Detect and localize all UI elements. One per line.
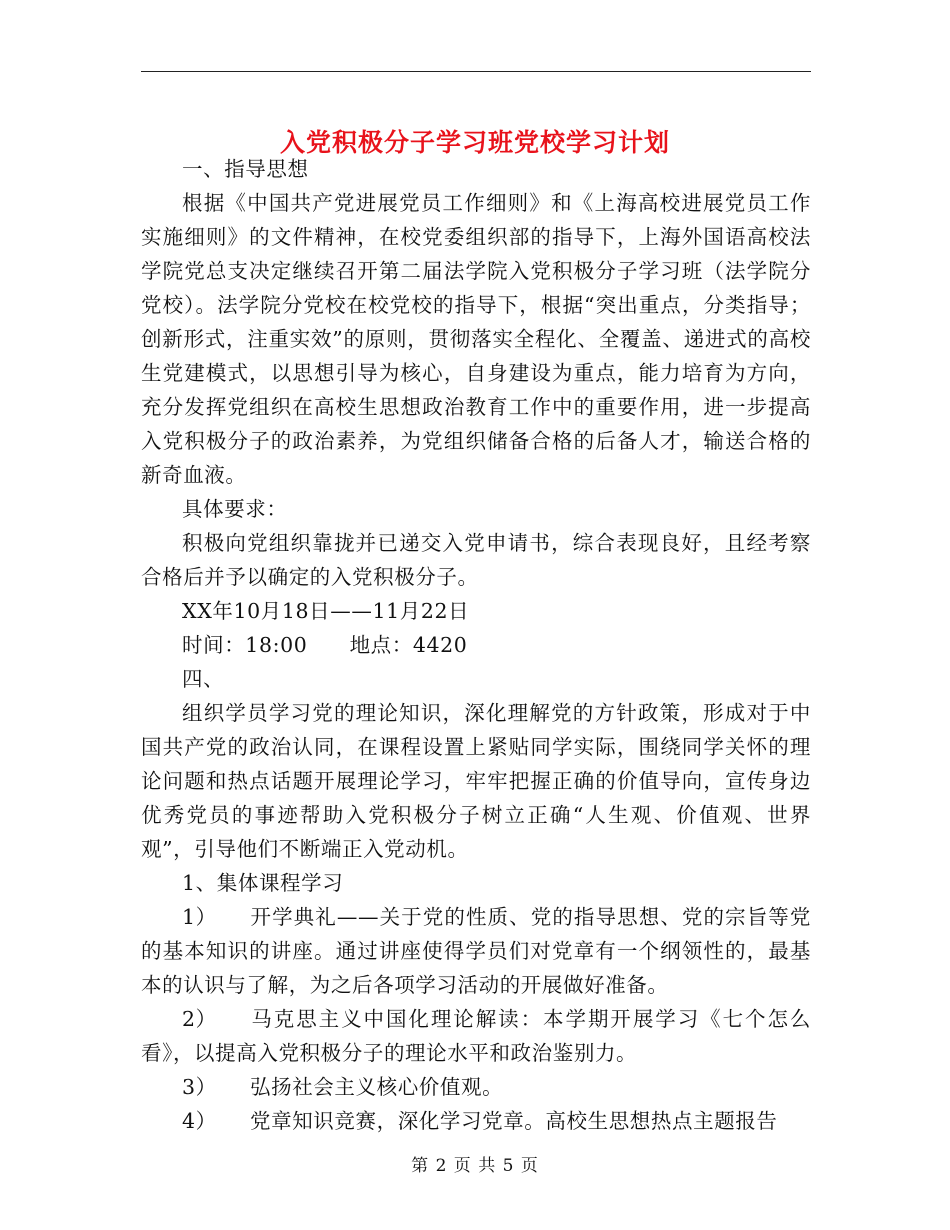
time-location: 时间：18:00 地点：4420 [182,633,468,657]
page-footer: 第 2 页 共 5 页 [411,1156,539,1176]
header-rule [141,71,811,72]
date-range: XX年10月18日——11月22日 [182,599,470,623]
list-item-number: 3） [182,1075,217,1099]
body-paragraph-requirements: 积极向党组织靠拢并已递交入党申请书，综合表现良好，且经考察合格后并予以确定的入党积极分子。 [141,531,811,589]
list-item-number: 2） [182,1007,217,1031]
document-body [141,152,811,1138]
list-item-text: 开学典礼——关于党的性质、党的指导思想、党的宗旨等党的基本知识的讲座。通过讲座使得学员们对党章有一个纲领性的，最基本的认识与了解，为之后各项学习活动的开展做好准备。 [141,905,811,997]
list-item [141,1070,811,1104]
list-item [141,1002,811,1070]
list-item-number: 4） [182,1109,217,1133]
list-item-text: 马克思主义中国化理论解读：本学期开展学习《七个怎么看》，以提高入党积极分子的理论水平和政治鉴别力。 [141,1007,811,1065]
body-paragraph-basis: 根据《中国共产党进展党员工作细则》和《上海高校进展党员工作实施细则》的文件精神，在校党委组织部的指导下，上海外国语高校法学院党总支决定继续召开第二届法学院入党积极分子学习班（法学院分党校）。法学院分党校在校党校的指导下，根据“突出重点，分类指导；创新形式，注重实效”的原则，贯彻落实全程化、全覆盖、递进式的高校生党建模式，以思想引导为核心，自身建设为重点，能力培育为方向，充分发挥党组织在高校生思想政治教育工作中的重要作用，进一步提高入党积极分子的政治素养，为党组织储备合格的后备人才，输送合格的新奇血液。 [141,191,811,487]
list-item-number: 1） [182,905,217,929]
section-heading-four: 四、 [182,667,225,691]
section-heading-guiding-thought: 一、指导思想 [182,157,309,181]
list-item [141,1104,811,1138]
list-item-text: 弘扬社会主义核心价值观。 [250,1075,504,1099]
list-item [141,900,811,1002]
subsection-heading-courses: 1、集体课程学习 [182,871,344,895]
section-heading-requirements: 具体要求： [182,497,288,521]
body-paragraph-content: 组织学员学习党的理论知识，深化理解党的方针政策，形成对于中国共产党的政治认同，在课程设置上紧贴同学实际，围绕同学关怀的理论问题和热点话题开展理论学习，牢牢把握正确的价值导向，宣传身边优秀党员的事迹帮助入党积极分子树立正确“人生观、价值观、世界观”，引导他们不断端正入党动机。 [141,701,811,861]
document-title: 入党积极分子学习班党校学习计划 [279,127,670,157]
list-item-text: 党章知识竞赛，深化学习党章。高校生思想热点主题报告 [250,1109,778,1133]
